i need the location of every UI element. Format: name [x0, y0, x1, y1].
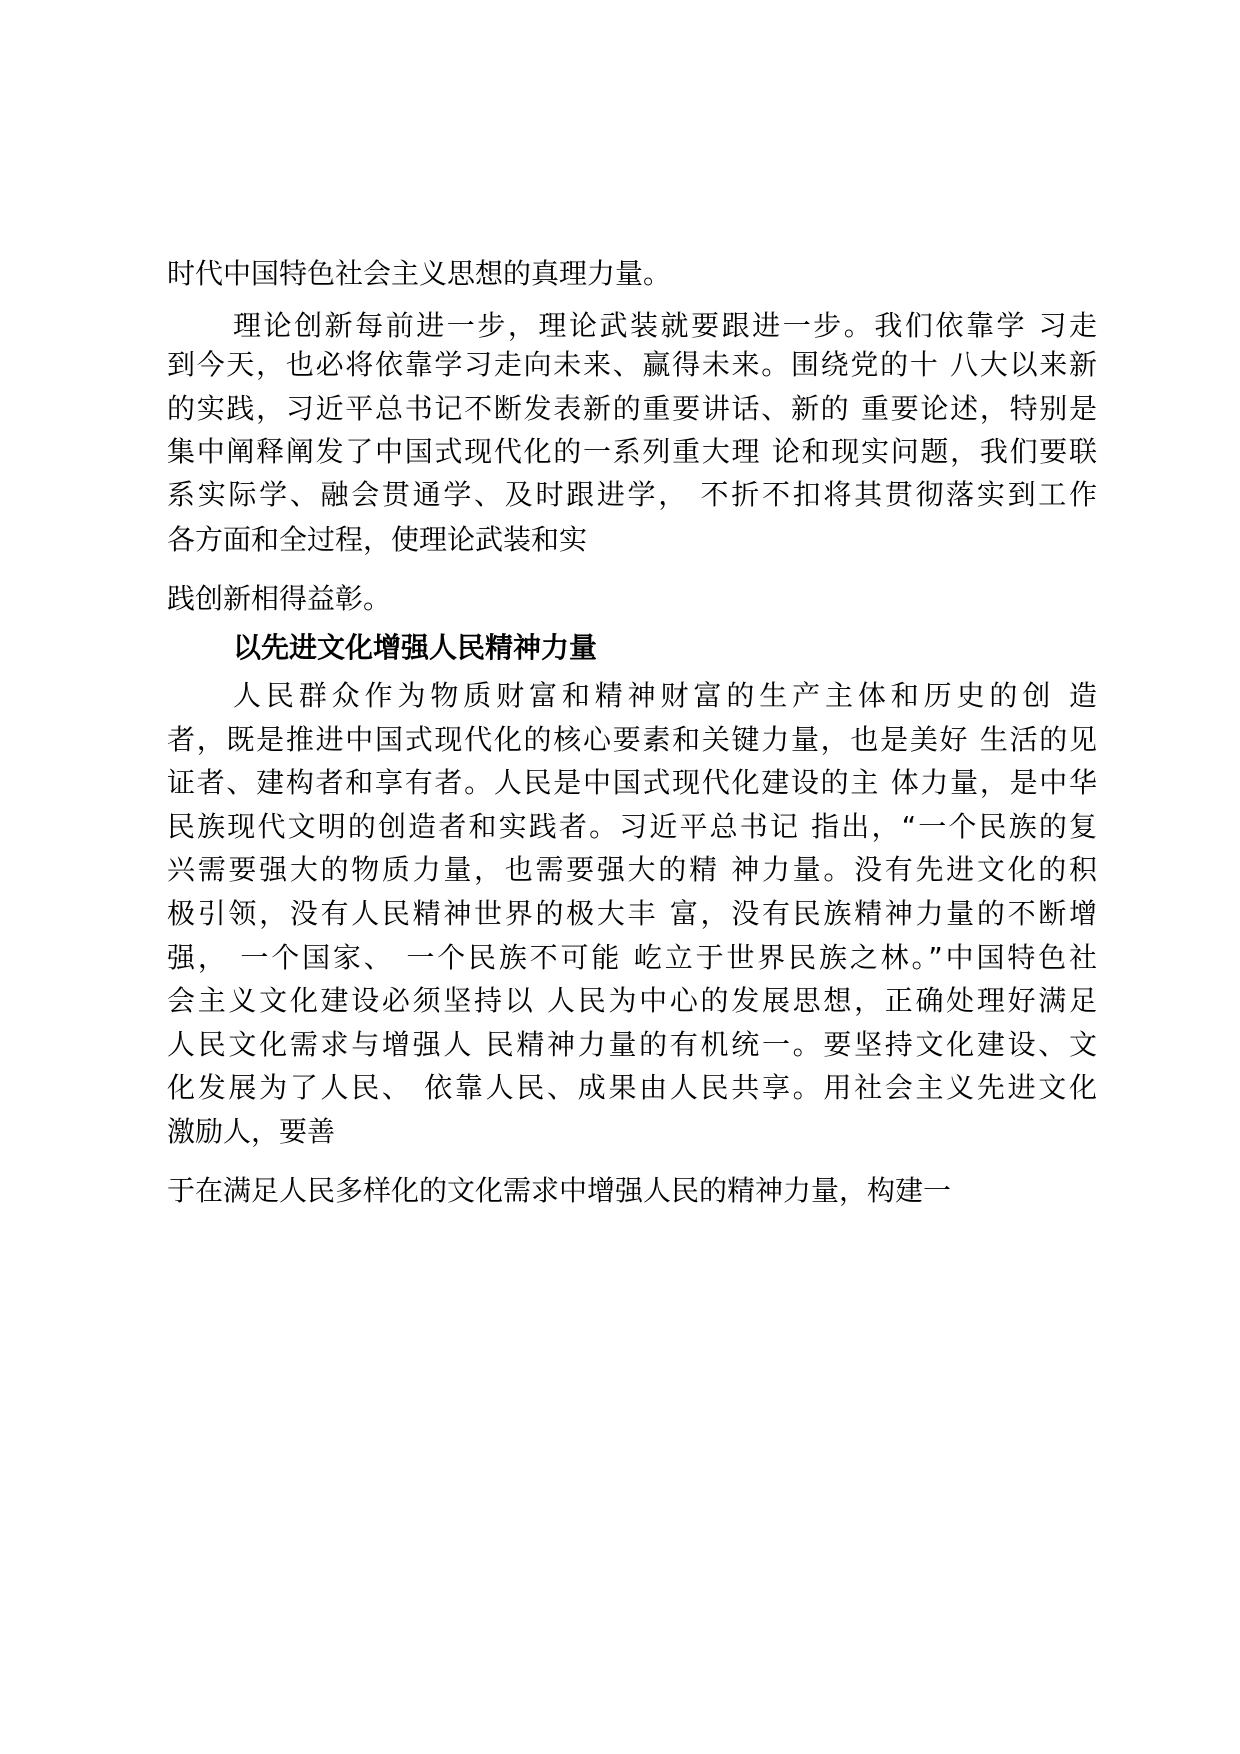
paragraph-first-line: 人民群众作为物质财富和精神财富的生产主体和历史的创 造	[233, 679, 1097, 712]
text-line: 集中阐释阐发了中国式现代化的一系列重大理 论和现实问题，我们要联	[167, 435, 1097, 468]
text-line: 强， 一个国家、 一个民族不可能 屹立于世界民族之林。”中国特色社	[167, 941, 1097, 974]
text-line: 极引领，没有人民精神世界的极大丰 富，没有民族精神力量的不断增	[167, 897, 1097, 930]
text-line: 的实践，习近平总书记不断发表新的重要讲话、新的 重要论述，特别是	[167, 392, 1097, 425]
text-line: 践创新相得益彰。	[167, 582, 392, 615]
text-line: 系实际学、融会贯通学、及时跟进学， 不折不扣将其贯彻落实到工作	[167, 478, 1097, 511]
text-line: 激励人，要善	[167, 1115, 336, 1148]
text-line: 兴需要强大的物质力量，也需要强大的精 神力量。没有先进文化的积	[167, 853, 1097, 886]
text-line: 到今天，也必将依靠学习走向未来、赢得未来。围绕党的十 八大以来新	[167, 348, 1097, 381]
text-line: 人民文化需求与增强人 民精神力量的有机统一。要坚持文化建设、文	[167, 1028, 1097, 1061]
section-heading: 以先进文化增强人民精神力量	[233, 631, 598, 664]
text-line: 民族现代文明的创造者和实践者。习近平总书记 指出，“一个民族的复	[167, 810, 1097, 843]
text-line: 于在满足人民多样化的文化需求中增强人民的精神力量，构建一	[167, 1174, 952, 1207]
text-line: 者，既是推进中国式现代化的核心要素和关键力量，也是美好 生活的见	[167, 723, 1097, 756]
text-line: 化发展为了人民、 依靠人民、成果由人民共享。用社会主义先进文化	[167, 1071, 1097, 1104]
text-line: 各方面和全过程，使理论武装和实	[167, 523, 588, 556]
text-line: 证者、建构者和享有者。人民是中国式现代化建设的主 体力量，是中华	[167, 766, 1097, 799]
text-line: 时代中国特色社会主义思想的真理力量。	[167, 257, 672, 290]
text-line: 会主义文化建设必须坚持以 人民为中心的发展思想，正确处理好满足	[167, 984, 1097, 1017]
paragraph-first-line: 理论创新每前进一步，理论武装就要跟进一步。我们依靠学 习走	[233, 309, 1097, 342]
